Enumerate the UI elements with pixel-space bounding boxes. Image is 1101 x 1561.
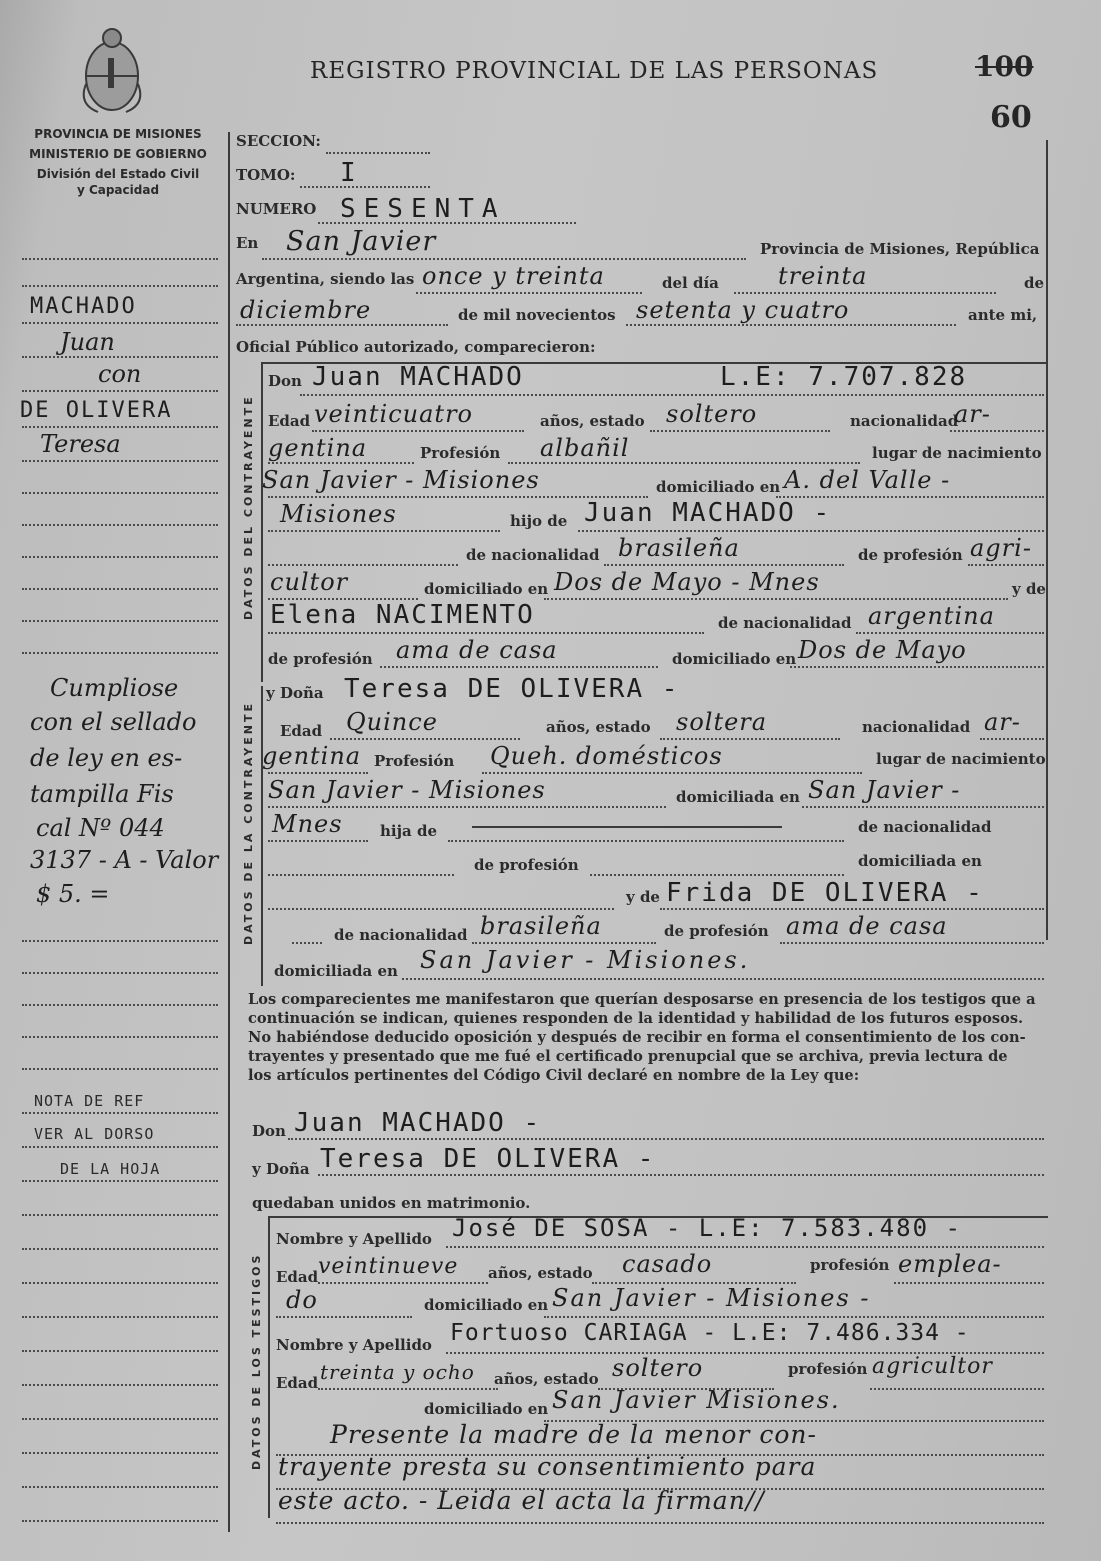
margin-rule <box>22 1146 218 1148</box>
prof-2-rule <box>482 772 862 774</box>
fiscal-line: con el sellado <box>30 708 197 736</box>
blank-rule-3 <box>590 874 844 876</box>
estado-2-rule <box>660 738 840 740</box>
nacionalidad-label: nacionalidad <box>850 412 959 430</box>
contrayente-domicilio-a: A. del Valle - <box>784 466 951 494</box>
estado-rule <box>650 430 830 432</box>
margin-rule <box>22 356 218 358</box>
t1-prof-b: do <box>286 1286 318 1314</box>
hijo-label: hijo de <box>510 512 568 530</box>
domiciliado-label: domiciliado en <box>656 478 781 496</box>
contrayenta-estado: soltera <box>676 708 768 736</box>
margin-rule <box>22 258 218 260</box>
margin-surname-2: DE OLIVERA <box>20 398 173 423</box>
margin-rule <box>22 556 218 558</box>
margin-rule <box>22 1486 218 1488</box>
declaration-line: Los comparecientes me manifestaron que querían desposarse en presencia de los testigos que a <box>248 991 1036 1008</box>
don-label: Don <box>268 372 302 390</box>
de-profesion-2: de profesión <box>268 650 373 668</box>
contrayenta-lugar: San Javier - Misiones <box>268 776 546 804</box>
contrayenta-madre-dom: San Javier - Misiones. <box>420 946 751 974</box>
margin-rule <box>22 285 218 287</box>
blank-rule <box>268 564 458 566</box>
office-line: MINISTERIO DE GOBIERNO <box>29 147 207 161</box>
margin-rule <box>22 492 218 494</box>
t1-name-rule <box>446 1246 1044 1248</box>
margin-rule <box>22 588 218 590</box>
oficial-text: Oficial Público autorizado, comparecieron: <box>236 338 596 356</box>
t2-dom: San Javier Misiones. <box>552 1386 841 1414</box>
nacionalidad-label-2: nacionalidad <box>862 718 971 736</box>
mil-novecientos: de mil novecientos <box>458 306 616 324</box>
t2-name: Fortuoso CARIAGA - L.E: 7.486.334 - <box>450 1320 970 1346</box>
fiscal-line: Cumpliose <box>50 674 179 702</box>
blank-rule-4 <box>268 908 614 910</box>
edad-label-2: Edad <box>280 722 323 740</box>
nota-line: DE LA HOJA <box>60 1160 161 1178</box>
tomo-label: TOMO: <box>236 166 296 184</box>
page-title: REGISTRO PROVINCIAL DE LAS PERSONAS <box>310 58 879 84</box>
contrayente-nac-a: ar- <box>954 400 991 428</box>
del-dia: del día <box>662 274 719 292</box>
domiciliado-label-2: domiciliado en <box>424 580 549 598</box>
note-rule-3 <box>276 1522 1044 1524</box>
lugar-label: lugar de nacimiento <box>872 444 1042 462</box>
provincia-text: Provincia de Misiones, República <box>760 240 1040 258</box>
union-don-label: Don <box>252 1122 286 1140</box>
padre-nac-rule <box>604 564 844 566</box>
anos-estado: años, estado <box>540 412 645 430</box>
margin-rule <box>22 972 218 974</box>
madre-nac-rule <box>856 632 1044 634</box>
dia-rule <box>734 292 996 294</box>
padre-prof-a: agri- <box>970 534 1032 562</box>
t2-edad: treinta y ocho <box>320 1360 475 1384</box>
declaration-line: continuación se indican, quienes responden de la identidad y habilidad de los futuros esposos. <box>248 1010 1024 1027</box>
padre-rule <box>578 530 1044 532</box>
main-frame-left <box>228 132 230 1532</box>
contrayente-estado: soltero <box>666 400 758 428</box>
t2-estado: soltero <box>612 1354 704 1382</box>
union-text: quedaban unidos en matrimonio. <box>252 1194 531 1212</box>
tomo-value: I <box>340 158 358 188</box>
mes-rule <box>236 324 448 326</box>
anio-rule <box>626 324 956 326</box>
union-dona-rule <box>318 1174 1044 1176</box>
domiciliada-label: domiciliada en <box>676 788 800 806</box>
t1-estado: casado <box>622 1250 713 1278</box>
union-dona: Teresa DE OLIVERA - <box>320 1144 656 1174</box>
madre-name: Elena NACIMENTO <box>270 600 535 630</box>
t1-profesion-label: profesión <box>810 1256 890 1274</box>
t1-dom-label: domiciliado en <box>424 1296 549 1314</box>
contrayenta-madre: Frida DE OLIVERA - <box>666 878 984 908</box>
section-label-contrayenta: DATOS DE LA CONTRAYENTE <box>242 701 255 945</box>
contrayente-name: Juan MACHADO <box>312 362 524 392</box>
dom-2b-rule <box>268 840 368 842</box>
margin-rule <box>22 940 218 942</box>
madre-2-rule <box>660 908 1044 910</box>
contrayenta-madre-prof: ama de casa <box>786 912 948 940</box>
declaration-line: los artículos pertinentes del Código Civil declaré en nombre de la Ley que: <box>248 1067 860 1084</box>
nac-2b-rule <box>268 772 368 774</box>
de-nacionalidad-4: de nacionalidad <box>334 926 468 944</box>
t1-dom: San Javier - Misiones - <box>552 1284 871 1312</box>
margin-name-2: Teresa <box>40 430 121 458</box>
en-label: En <box>236 234 259 252</box>
numero-label: NUMERO <box>236 200 317 218</box>
contrayenta-domicilio-b: Mnes <box>272 810 343 838</box>
seccion-rule <box>326 152 430 154</box>
argentina-text: Argentina, siendo las <box>236 270 415 288</box>
contrayenta-madre-nac: brasileña <box>480 912 602 940</box>
madre-dom-rule <box>790 666 1044 668</box>
t2-edad-rule <box>318 1388 498 1390</box>
hija-label: hija de <box>380 822 438 840</box>
madre-2-prof-rule <box>780 942 1044 944</box>
lugar-2-rule <box>268 806 666 808</box>
margin-surname-1: MACHADO <box>30 294 137 319</box>
contrayenta-nac-a: ar- <box>984 708 1021 736</box>
fiscal-line: cal Nº 044 <box>36 814 165 842</box>
nac-rule <box>950 430 1044 432</box>
margin-rule <box>22 460 218 462</box>
contrayente-lugar: San Javier - Misiones <box>262 466 540 494</box>
de-nacionalidad-2: de nacionalidad <box>718 614 852 632</box>
union-dona-label: y Doña <box>252 1160 310 1178</box>
domiciliada-label-2: domiciliada en <box>858 852 982 870</box>
dia-value: treinta <box>778 262 868 290</box>
t1-prof-b-rule <box>276 1316 412 1318</box>
en-value: San Javier <box>286 226 437 257</box>
margin-rule <box>22 1418 218 1420</box>
anos-estado-2: años, estado <box>546 718 651 736</box>
margin-rule <box>22 1316 218 1318</box>
prof-rule <box>508 462 860 464</box>
contrayente-frame <box>261 362 263 682</box>
padre-dom-rule <box>544 598 1008 600</box>
union-don-rule <box>288 1138 1044 1140</box>
nac-2-rule <box>980 738 1044 740</box>
margin-rule <box>22 1520 218 1522</box>
contrayenta-name: Teresa DE OLIVERA - <box>344 674 680 704</box>
blank-rule-2 <box>268 874 454 876</box>
declaration-paragraph <box>248 990 1054 1085</box>
margin-rule <box>22 1068 218 1070</box>
de-1: de <box>1024 274 1045 292</box>
union-don: Juan MACHADO - <box>294 1108 542 1138</box>
contrayente-edad: veinticuatro <box>314 400 473 428</box>
margin-rule <box>22 390 218 392</box>
t1-nombre-label: Nombre y Apellido <box>276 1230 432 1248</box>
hija-strike <box>472 826 782 828</box>
contrayenta-domicilio-a: San Javier - <box>808 776 961 804</box>
fiscal-line: de ley en es- <box>30 744 183 772</box>
t1-edad: veintinueve <box>318 1254 459 1279</box>
margin-rule <box>22 1214 218 1216</box>
de-profesion-3: de profesión <box>474 856 579 874</box>
note-line-3: este acto. - Leida el acta la firman// <box>278 1486 765 1515</box>
padre-prof-rule <box>968 564 1044 566</box>
nota-line: VER AL DORSO <box>34 1125 155 1143</box>
main-frame-right <box>1046 140 1048 940</box>
madre-rule <box>268 632 704 634</box>
dom-b-rule <box>268 530 500 532</box>
t1-anos-estado: años, estado <box>488 1264 593 1282</box>
madre-2-dom-rule <box>402 978 1044 980</box>
contrayente-nac-b: gentina <box>268 434 368 462</box>
padre-name: Juan MACHADO - <box>584 498 832 528</box>
contrayente-le: L.E: 7.707.828 <box>720 362 968 392</box>
t2-profesion-label: profesión <box>788 1360 868 1378</box>
madre-prof-rule <box>380 666 658 668</box>
madre-nac: argentina <box>868 602 995 630</box>
margin-rule <box>22 1004 218 1006</box>
t1-name: José DE SOSA - L.E: 7.583.480 - <box>452 1214 962 1242</box>
contrayente-profesion: albañil <box>540 434 630 462</box>
de-nacionalidad: de nacionalidad <box>466 546 600 564</box>
profesion-label-2: Profesión <box>374 752 455 770</box>
section-label-testigos: DATOS DE LOS TESTIGOS <box>250 1252 263 1470</box>
padre-nac: brasileña <box>618 534 740 562</box>
y-de-2: y de <box>626 888 660 906</box>
edad-rule <box>312 430 524 432</box>
dona-label: y Doña <box>266 684 324 702</box>
de-profesion: de profesión <box>858 546 963 564</box>
t2-dom-label: domiciliado en <box>424 1400 549 1418</box>
office-block <box>18 124 218 200</box>
de-nacionalidad-3: de nacionalidad <box>858 818 992 836</box>
margin-rule <box>22 322 218 324</box>
t2-edad-label: Edad <box>276 1374 319 1392</box>
margin-rule <box>22 620 218 622</box>
margin-rule <box>22 524 218 526</box>
domiciliada-label-3: domiciliada en <box>274 962 398 980</box>
margin-rule <box>22 1384 218 1386</box>
margin-rule <box>22 426 218 428</box>
t1-dom-rule <box>544 1316 1044 1318</box>
madre-prof: ama de casa <box>396 636 558 664</box>
contrayenta-frame <box>261 686 263 986</box>
declaration-line: trayentes y presentado que me fué el certificado prenupcial que se archiva, previa lectura de <box>248 1048 1008 1065</box>
margin-name-1: Juan <box>60 328 115 356</box>
seccion-label: SECCION: <box>236 132 321 150</box>
margin-rule <box>22 652 218 654</box>
margin-con: con <box>98 360 142 388</box>
anio-value: setenta y cuatro <box>636 296 850 324</box>
hora-value: once y treinta <box>422 262 605 290</box>
testigos-frame <box>268 1218 270 1518</box>
profesion-label: Profesión <box>420 444 501 462</box>
declaration-line: No habiéndose deducido oposición y después de recibir en forma el consentimiento de los con- <box>248 1029 1026 1046</box>
dom-2-rule <box>802 806 1044 808</box>
don-rule <box>300 394 1044 396</box>
fiscal-line: 3137 - A - Valor <box>30 846 219 874</box>
t2-nombre-label: Nombre y Apellido <box>276 1336 432 1354</box>
margin-rule <box>22 1282 218 1284</box>
t1-prof-a: emplea- <box>898 1250 1002 1278</box>
mes-value: diciembre <box>240 296 372 324</box>
nota-line: NOTA DE REF <box>34 1092 145 1110</box>
blank-rule-5 <box>292 942 322 944</box>
contrayente-domicilio-b: Misiones <box>280 500 397 528</box>
t1-edad-label: Edad <box>276 1268 319 1286</box>
padre-prof-b: cultor <box>270 568 349 596</box>
note-line-2: trayente presta su consentimiento para <box>278 1452 817 1481</box>
ante-mi: ante mi, <box>968 306 1038 324</box>
domiciliado-label-3: domiciliado en <box>672 650 797 668</box>
t2-anos-estado: años, estado <box>494 1370 599 1388</box>
office-line: PROVINCIA DE MISIONES <box>34 127 202 141</box>
en-rule <box>262 258 746 260</box>
madre-dom: Dos de Mayo <box>798 636 967 664</box>
t1-edad-rule <box>318 1282 488 1284</box>
t1-prof-rule <box>894 1282 1044 1284</box>
hora-rule <box>416 292 642 294</box>
coat-of-arms-icon <box>78 24 146 116</box>
hija-rule <box>448 840 844 842</box>
margin-rule <box>22 1452 218 1454</box>
nac-b-rule <box>268 462 414 464</box>
office-line: División del Estado Civil <box>36 167 200 181</box>
margin-rule <box>22 1036 218 1038</box>
struck-number: 100 <box>975 50 1034 83</box>
page-number: 60 <box>990 100 1032 135</box>
tomo-rule <box>300 186 430 188</box>
de-profesion-4: de profesión <box>664 922 769 940</box>
madre-2-nac-rule <box>472 942 656 944</box>
fiscal-line: tampilla Fis <box>30 780 174 808</box>
t2-prof: agricultor <box>872 1354 993 1379</box>
t2-prof-rule <box>870 1388 1044 1390</box>
contrayenta-nac-b: gentina <box>262 742 362 770</box>
padre-dom: Dos de Mayo - Mnes <box>554 568 820 596</box>
y-de: y de <box>1012 580 1046 598</box>
numero-value: SESENTA <box>340 194 506 224</box>
margin-rule <box>22 1248 218 1250</box>
edad-2-rule <box>330 738 520 740</box>
margin-rule <box>22 1180 218 1182</box>
margin-rule <box>22 1112 218 1114</box>
edad-label: Edad <box>268 412 311 430</box>
lugar-label-2: lugar de nacimiento <box>876 750 1046 768</box>
office-line: y Capacidad <box>76 183 160 197</box>
fiscal-line: $ 5. = <box>36 880 110 908</box>
contrayenta-edad: Quince <box>346 708 438 736</box>
note-line-1: Presente la madre de la menor con- <box>330 1420 817 1449</box>
section-label-contrayente: DATOS DEL CONTRAYENTE <box>242 394 255 620</box>
margin-rule <box>22 1350 218 1352</box>
contrayenta-profesion: Queh. domésticos <box>490 742 723 770</box>
